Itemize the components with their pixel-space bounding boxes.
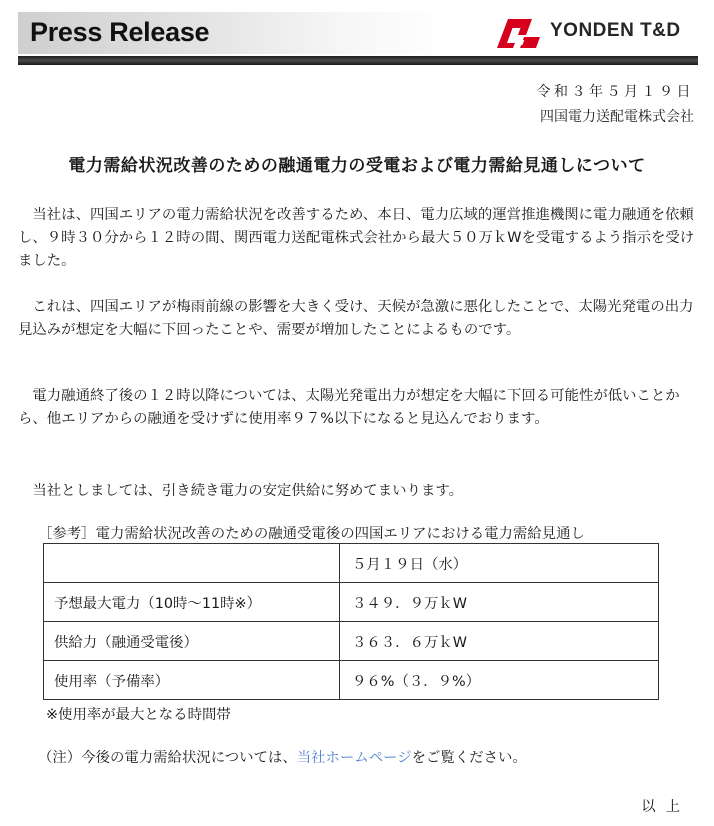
table-row <box>44 622 659 661</box>
table-row <box>44 661 659 700</box>
row-value: ９６%（３．９%） <box>340 661 659 700</box>
note-prefix: （注）今後の電力需給状況については、 <box>38 750 297 766</box>
body-paragraph: 電力融通終了後の１２時以降については、太陽光発電出力が想定を大幅に下回る可能性が低いことから、他エリアからの融通を受けずに使用率９７%以下になると見込んでおります。 <box>18 388 680 427</box>
release-date: 令和３年５月１９日 <box>536 84 694 100</box>
press-release-header <box>0 0 714 70</box>
row-label: 使用率（予備率） <box>44 661 340 700</box>
reference-title: ［参考］電力需給状況改善のための融通受電後の四国エリアにおける電力需給見通し <box>38 526 585 542</box>
body-paragraph: 当社としましては、引き続き電力の安定供給に努めてまいります。 <box>32 483 463 499</box>
table-row <box>44 544 659 583</box>
table-cell-empty <box>44 544 340 583</box>
row-label: 予想最大電力（10時～11時※） <box>44 583 340 622</box>
closing-mark: 以上 <box>641 799 690 815</box>
brand-name: YONDEN T&D <box>550 20 681 41</box>
homepage-note <box>38 746 527 767</box>
release-subject: 電力需給状況改善のための融通電力の受電および電力需給見通しについて <box>68 156 646 176</box>
forecast-table <box>43 543 659 700</box>
yonden-logo-icon <box>494 16 542 50</box>
row-value: ３６３．６万ｋW <box>340 622 659 661</box>
row-value: ３４９．９万ｋW <box>340 583 659 622</box>
body-paragraph: 当社は、四国エリアの電力需給状況を改善するため、本日、電力広域的運営推進機関に電力融通を依頼し、９時３０分から１２時の間、関西電力送配電株式会社から最大５０万ｋWを受電するよう指示を受けました。 <box>18 207 695 269</box>
body-paragraph: これは、四国エリアが梅雨前線の影響を大きく受け、天候が急激に悪化したことで、太陽光発電の出力見込みが想定を大幅に下回ったことや、需要が増加したことによるものです。 <box>18 299 694 338</box>
table-row <box>44 583 659 622</box>
company-name: 四国電力送配電株式会社 <box>540 109 694 125</box>
table-footnote: ※使用率が最大となる時間帯 <box>46 707 231 723</box>
table-header-date: ５月１９日（水） <box>340 544 659 583</box>
row-label: 供給力（融通受電後） <box>44 622 340 661</box>
header-title: Press Release <box>30 17 210 47</box>
note-suffix: をご覧ください。 <box>411 750 527 766</box>
date-block <box>537 80 695 130</box>
header-rule <box>18 56 698 65</box>
homepage-link[interactable]: 当社ホームページ <box>296 750 412 766</box>
